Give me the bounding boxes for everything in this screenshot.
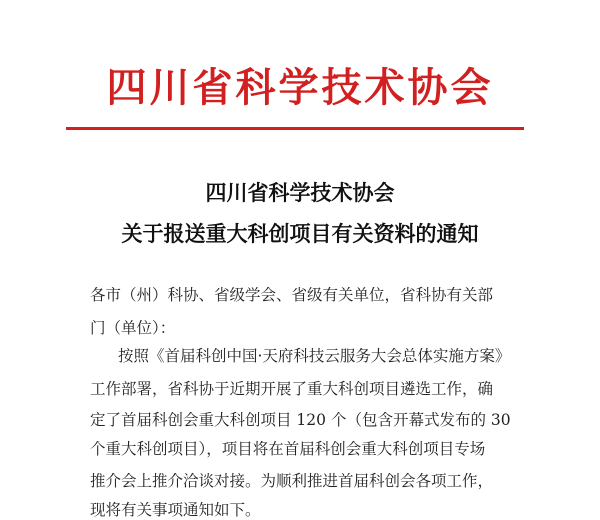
paragraph-line-2: 工作部署，省科协于近期开展了重大科创项目遴选工作，确 xyxy=(90,380,494,398)
paragraph-line-5: 推介会上推介洽谈对接。为顺利推进首届科创会各项工作， xyxy=(90,472,494,490)
salutation-line-2: 门（单位）： xyxy=(90,319,176,337)
letterhead-red-rule xyxy=(66,127,524,130)
paragraph-line-1: 按照《首届科创中国·天府科技云服务大会总体实施方案》 xyxy=(118,347,511,365)
paragraph-line-6: 现将有关事项通知如下。 xyxy=(90,501,261,519)
paragraph-line-3: 定了首届科创会重大科创项目 120 个（包含开幕式发布的 30 xyxy=(90,411,511,429)
salutation-line-1: 各市（州）科协、省级学会、省级有关单位，省科协有关部 xyxy=(90,286,494,304)
paragraph-line-4: 个重大科创项目），项目将在首届科创会重大科创项目专场 xyxy=(90,440,486,458)
document-title-subject: 关于报送重大科创项目有关资料的通知 xyxy=(121,222,479,246)
document-title-issuer: 四川省科学技术协会 xyxy=(205,181,395,205)
letterhead-org-name: 四川省科学技术协会 xyxy=(106,65,494,111)
